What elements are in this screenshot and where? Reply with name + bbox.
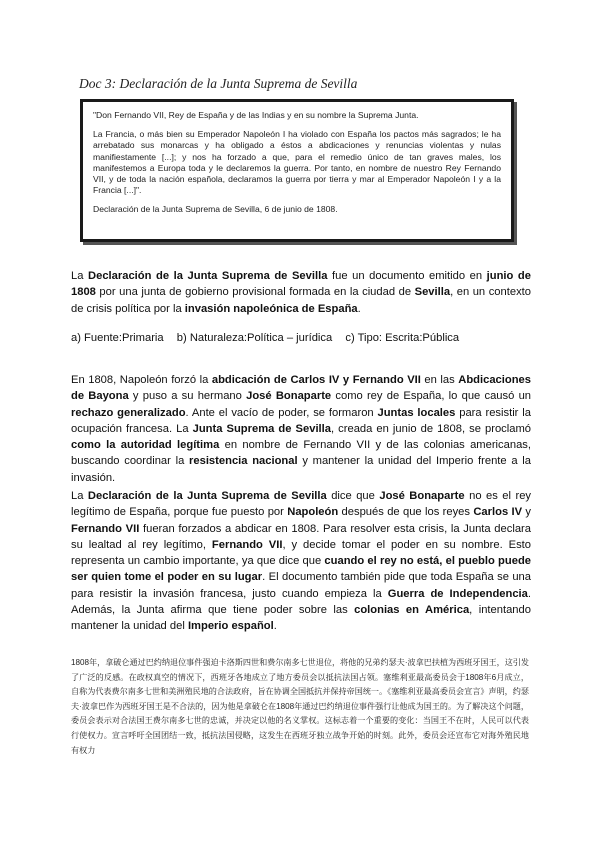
bold-run: Fernando VII [71, 522, 140, 535]
bold-run: Imperio español [187, 620, 274, 633]
text-run: fueran forzados a abdicar en 1808. Para resolver esta crisis, la Junta declara su lealtad al rey legítimo, [71, 522, 531, 551]
quote-box [80, 99, 514, 242]
text-run: , intentando mantener la unidad del [71, 604, 531, 633]
text-run: , en un contexto de crisis política por la [71, 286, 531, 315]
text-run: en nombre de Fernando VII y de las colonias americanas, buscando coordinar la [71, 439, 532, 468]
bold-run: José Bonaparte [246, 390, 332, 403]
text-run: La [71, 270, 89, 282]
bold-run: Juntas locales [377, 406, 456, 419]
bold-run: rechazo generalizado [71, 406, 186, 419]
classification-line [71, 330, 531, 346]
bold-run: Junta Suprema de Sevilla [192, 422, 331, 435]
document-title: Doc 3: Declaración de la Junta Suprema de Sevilla [79, 76, 358, 91]
bold-run: abdicación de Carlos IV y Fernando VII [211, 374, 421, 386]
quote-paragraph-2: La Francia, o más bien su Emperador Napoleón I ha violado con España los pactos más sagrados; le ha arrebatado sus monarcas y ha obligado a éstos a abdicaciones y renuncias violentas y nulas manifiestamente [...]; y nos ha forzado a que, para el remedio único de tan graves males, los manifestemos a Europa toda y le declaremos la guerra. Por tanto, en nombre de nuestro Rey Fernando VII, y de toda la nación española, declaramos la guerra por tierra y mar al Emperador Napoleón I y a la Francia [...]". [93, 129, 501, 196]
text-run: y mantener la unidad del Imperio frente a la invasión. [71, 455, 531, 484]
bold-run: Carlos IV [473, 506, 523, 519]
bold-run: como la autoridad legítima [71, 439, 220, 452]
bold-run: Fernando VII [211, 538, 283, 551]
text-run: por una junta de gobierno provisional formada en la ciudad de [95, 286, 415, 299]
text-run: para resistir la ocupación francesa. La [71, 406, 531, 435]
bold-run: Abdicaciones de Bayona [71, 374, 531, 403]
intro-paragraph [71, 268, 531, 317]
quote-source: Declaración de la Junta Suprema de Sevilla, 6 de junio de 1808. [93, 204, 338, 215]
text-run: , creada en junio de 1808, se proclamó [331, 422, 532, 435]
text-run: fue un documento emitido en [327, 270, 487, 282]
bold-run: cuando el rey no está, el pueblo puede ser quien tome el poder en su lugar [71, 555, 531, 584]
text-run: . Ante el vacío de poder, se formaron [185, 406, 378, 419]
text-run: y [522, 506, 532, 519]
text-run: . [357, 302, 361, 315]
text-run: . Además, la Junta afirma que tiene poder sobre las [71, 587, 531, 617]
bold-run: Declaración de la Junta Suprema de Sevilla [88, 270, 328, 282]
text-run: no es el rey legítimo de España, porque fue puesto por [71, 490, 532, 519]
text-run: , y decide tomar el poder en su nombre. Esto representa un cambio importante, ya que dice que [71, 538, 531, 568]
bold-run: junio de 1808 [71, 270, 531, 299]
bold-run: resistencia nacional [189, 455, 298, 468]
bold-run: Napoleón [287, 506, 339, 519]
text-run: En 1808, Napoleón forzó la [71, 374, 212, 386]
quote-paragraph-1: "Don Fernando VII, Rey de España y de las Indias y en su nombre la Suprema Junta. [93, 110, 419, 120]
text-run: y puso a su hermano [128, 390, 247, 403]
classification-source: a) Fuente:Primaria [71, 332, 164, 344]
text-run: después de que los reyes [338, 506, 474, 519]
text-run: en las [420, 374, 459, 386]
historical-context-paragraph [71, 372, 531, 486]
text-run: . El documento también pide que toda España se una para resistir la invasión francesa, justo cuando empieza la [71, 571, 531, 600]
bold-run: Sevilla [414, 286, 451, 299]
bold-run: colonias en América [354, 604, 470, 617]
bold-run: Guerra de Independencia [387, 587, 528, 600]
text-run: La [71, 490, 88, 502]
bold-run: Declaración de la Junta Suprema de Sevilla [87, 490, 327, 502]
chinese-summary-paragraph: 1808年，拿破仑通过巴约纳退位事件强迫卡洛斯四世和费尔南多七世退位，将他的兄弟约瑟夫·波拿巴扶植为西班牙国王，这引发了广泛的反感。在政权真空的情况下，西班牙各地成立了地方委员会以抵抗法国占领。塞维利亚最高委员会于1808年6月成立，自称为代表费尔南多七世和美洲殖民地的合法政府，旨在协调全国抵抗并保持帝国统一。《塞维利亚最高委员会宣言》声明，约瑟夫·波拿巴作为西班牙国王是不合法的，因为他是拿破仑在1808年通过巴约纳退位事件强行让他成为国王的。为了解决这个问题，委员会表示对合法国王费尔南多七世的忠诚，并决定以他的名义掌权。这标志着一个重要的变化：当国王不在时，人民可以代表行使权力。宣言呼吁全国团结一致，抵抗法国侵略，这发生在西班牙独立战争开始的时刻。此外，委员会还宣布它对海外殖民地有权力 [71, 658, 529, 755]
bold-run: José Bonaparte [379, 490, 465, 502]
text-run: . [273, 620, 277, 633]
classification-type: c) Tipo: Escrita:Pública [345, 332, 460, 344]
text-run: dice que [326, 490, 380, 502]
analysis-paragraph [71, 488, 531, 635]
classification-nature: b) Naturaleza:Política – jurídica [176, 332, 333, 344]
bold-run: invasión napoleónica de España [184, 302, 358, 315]
text-run: como rey de España, lo que causó un [331, 390, 532, 403]
